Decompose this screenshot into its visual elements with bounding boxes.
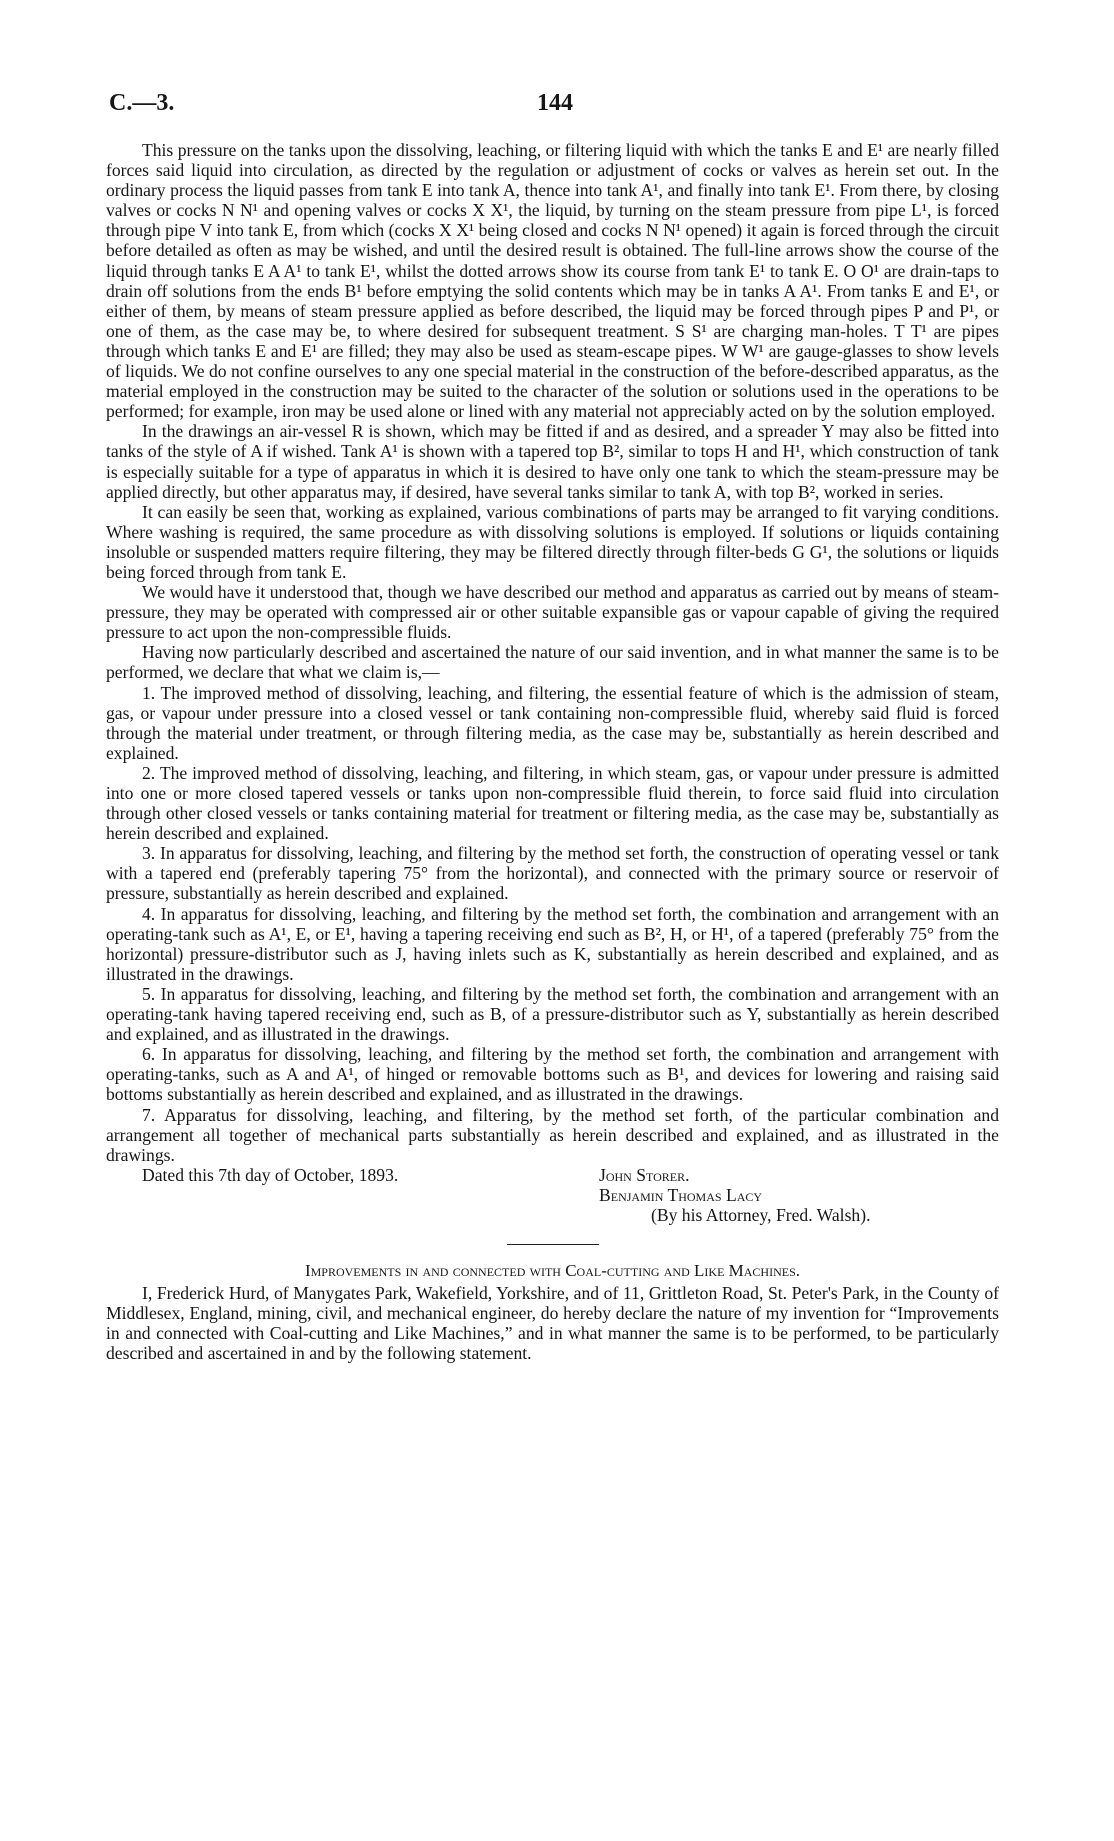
page-number: 144: [537, 90, 573, 116]
signatory-name: Benjamin Thomas Lacy: [599, 1184, 763, 1205]
signature-block: [106, 1165, 999, 1225]
claim-6: 6. In apparatus for dissolving, leaching, and filtering by the method set forth, the combination and arrangement with operating-tanks, such as A and A¹, of hinged or removable bottoms such as B¹, and devices for lowering and raising said bottoms substantially as herein described and explained, and as illustrated in the drawings.: [106, 1044, 999, 1105]
claim-7: 7. Apparatus for dissolving, leaching, and filtering, by the method set forth, of the particular combination and arrangement all together of mechanical parts substantially as herein described and explained, and as illustrated in the drawings.: [106, 1104, 999, 1165]
signatories: [599, 1165, 999, 1225]
attorney-line: (By his Attorney, Fred. Walsh).: [651, 1204, 871, 1225]
paragraph: Having now particularly described and ascertained the nature of our said invention, and in what manner the same is to be performed, we declare that what we claim is,—: [106, 642, 999, 683]
dated-line: Dated this 7th day of October, 1893.: [142, 1164, 399, 1185]
section-title: Improvements in and connected with Coal-cutting and Like Machines.: [304, 1261, 801, 1281]
document-reference: C.—3.: [109, 90, 175, 116]
claim-1: 1. The improved method of dissolving, leaching, and filtering, the essential feature of which is the admission of steam, gas, or vapour under pressure into a closed vessel or tank containing non-compressible fluid, whereby said fluid is forced through the material under treatment, or through filtering media, as the case may be, substantially as herein described and explained.: [106, 682, 999, 763]
signatory-name: John Storer.: [599, 1164, 690, 1185]
paragraph: We would have it understood that, though we have described our method and apparatus as carried out by means of steam-pressure, they may be operated with compressed air or other suitable expansible gas or vapour capable of giving the required pressure to act upon the non-compressible fluids.: [106, 582, 999, 643]
claim-2: 2. The improved method of dissolving, leaching, and filtering, in which steam, gas, or vapour under pressure is admitted into one or more closed tapered vessels or tanks upon non-compressible fluid therein, to force said fluid into circulation through other closed vessels or tanks containing material for treatment or filtering media, as the case may be, substantially as herein described and explained.: [106, 762, 999, 844]
paragraph: It can easily be seen that, working as explained, various combinations of parts may be arranged to fit varying conditions. Where washing is required, the same procedure as with dissolving solutions is employed. If solutions or liquids containing insoluble or suspended matters require filtering, they may be filtered directly through filter-beds G G¹, the solutions or liquids being forced through from tank E.: [106, 501, 999, 582]
paragraph: In the drawings an air-vessel R is shown, which may be fitted if and as desired, and a spreader Y may also be fitted into tanks of the style of A if wished. Tank A¹ is shown with a tapered top B², similar to tops H and H¹, which construction of tank is especially suitable for a type of apparatus in which it is desired to have only one tank to which the steam-pressure may be applied directly, but other apparatus may, if desired, have several tanks similar to tank A, with top B², worked in series.: [106, 421, 999, 502]
claim-5: 5. In apparatus for dissolving, leaching, and filtering by the method set forth, the combination and arrangement with an operating-tank having tapered receiving end, such as B, of a pressure-distributor such as Y, substantially as herein described and explained, and as illustrated in the drawings.: [106, 983, 999, 1045]
section-paragraph: I, Frederick Hurd, of Manygates Park, Wakefield, Yorkshire, and of 11, Grittleton Road, St. Peter's Park, in the County of Middlesex, England, mining, civil, and mechanical engineer, do hereby declare the nature of my invention for “Improvements in and connected with Coal-cutting and Like Machines,” and in what manner the same is to be performed, to be particularly described and ascertained in and by the following statement.: [106, 1283, 999, 1364]
paragraph: This pressure on the tanks upon the dissolving, leaching, or filtering liquid with which the tanks E and E¹ are nearly filled forces said liquid into circulation, as directed by the regulation or adjustment of cocks or valves as herein set out. In the ordinary process the liquid passes from tank E into tank A, thence into tank A¹, and finally into tank E¹. From there, by closing valves or cocks N N¹ and opening valves or cocks X X¹, the liquid, by turning on the steam pressure from pipe L¹, is forced through pipe V into tank E, from which (cocks X X¹ being closed and cocks N N¹ opened) it again is forced through the circuit before detailed as often as may be wished, and until the desired result is obtained. The full-line arrows show the course of the liquid through tanks E A A¹ to tank E¹, whilst the dotted arrows show its course from tank E¹ to tank E. O O¹ are drain-taps to drain off solutions from the ends B¹ before emptying the solid contents which may be in tanks A A¹. From tanks E and E¹, or either of them, by means of steam pressure applied as before described, the liquid may be forced through pipes P and P¹, or one of them, as the case may be, to where desired for subsequent treatment. S S¹ are charging man-holes. T T¹ are pipes through which tanks E and E¹ are filled; they may also be used as steam-escape pipes. W W¹ are gauge-glasses to show levels of liquids. We do not confine ourselves to any one special material in the construction of the before-described apparatus, as the material employed in the construction may be suited to the character of the solution or solutions used in the operations to be performed; for example, iron may be used alone or lined with any material not appreciably acted on by the solution employed.: [106, 140, 999, 422]
claim-4: 4. In apparatus for dissolving, leaching, and filtering by the method set forth, the combination and arrangement with an operating-tank such as A¹, E, or E¹, having a tapering receiving end such as B², H, or H¹, of a tapered (preferably 75° from the horizontal) pressure-distributor such as J, having inlets such as K, substantially as herein described and explained, and as illustrated in the drawings.: [106, 903, 999, 984]
claim-3: 3. In apparatus for dissolving, leaching, and filtering by the method set forth, the construction of operating vessel or tank with a tapered end (preferably tapering 75° from the horizontal), and connected with the primary source or reservoir of pressure, substantially as herein described and explained.: [106, 843, 999, 904]
section-divider: [507, 1244, 599, 1245]
document-body: [106, 140, 999, 1364]
